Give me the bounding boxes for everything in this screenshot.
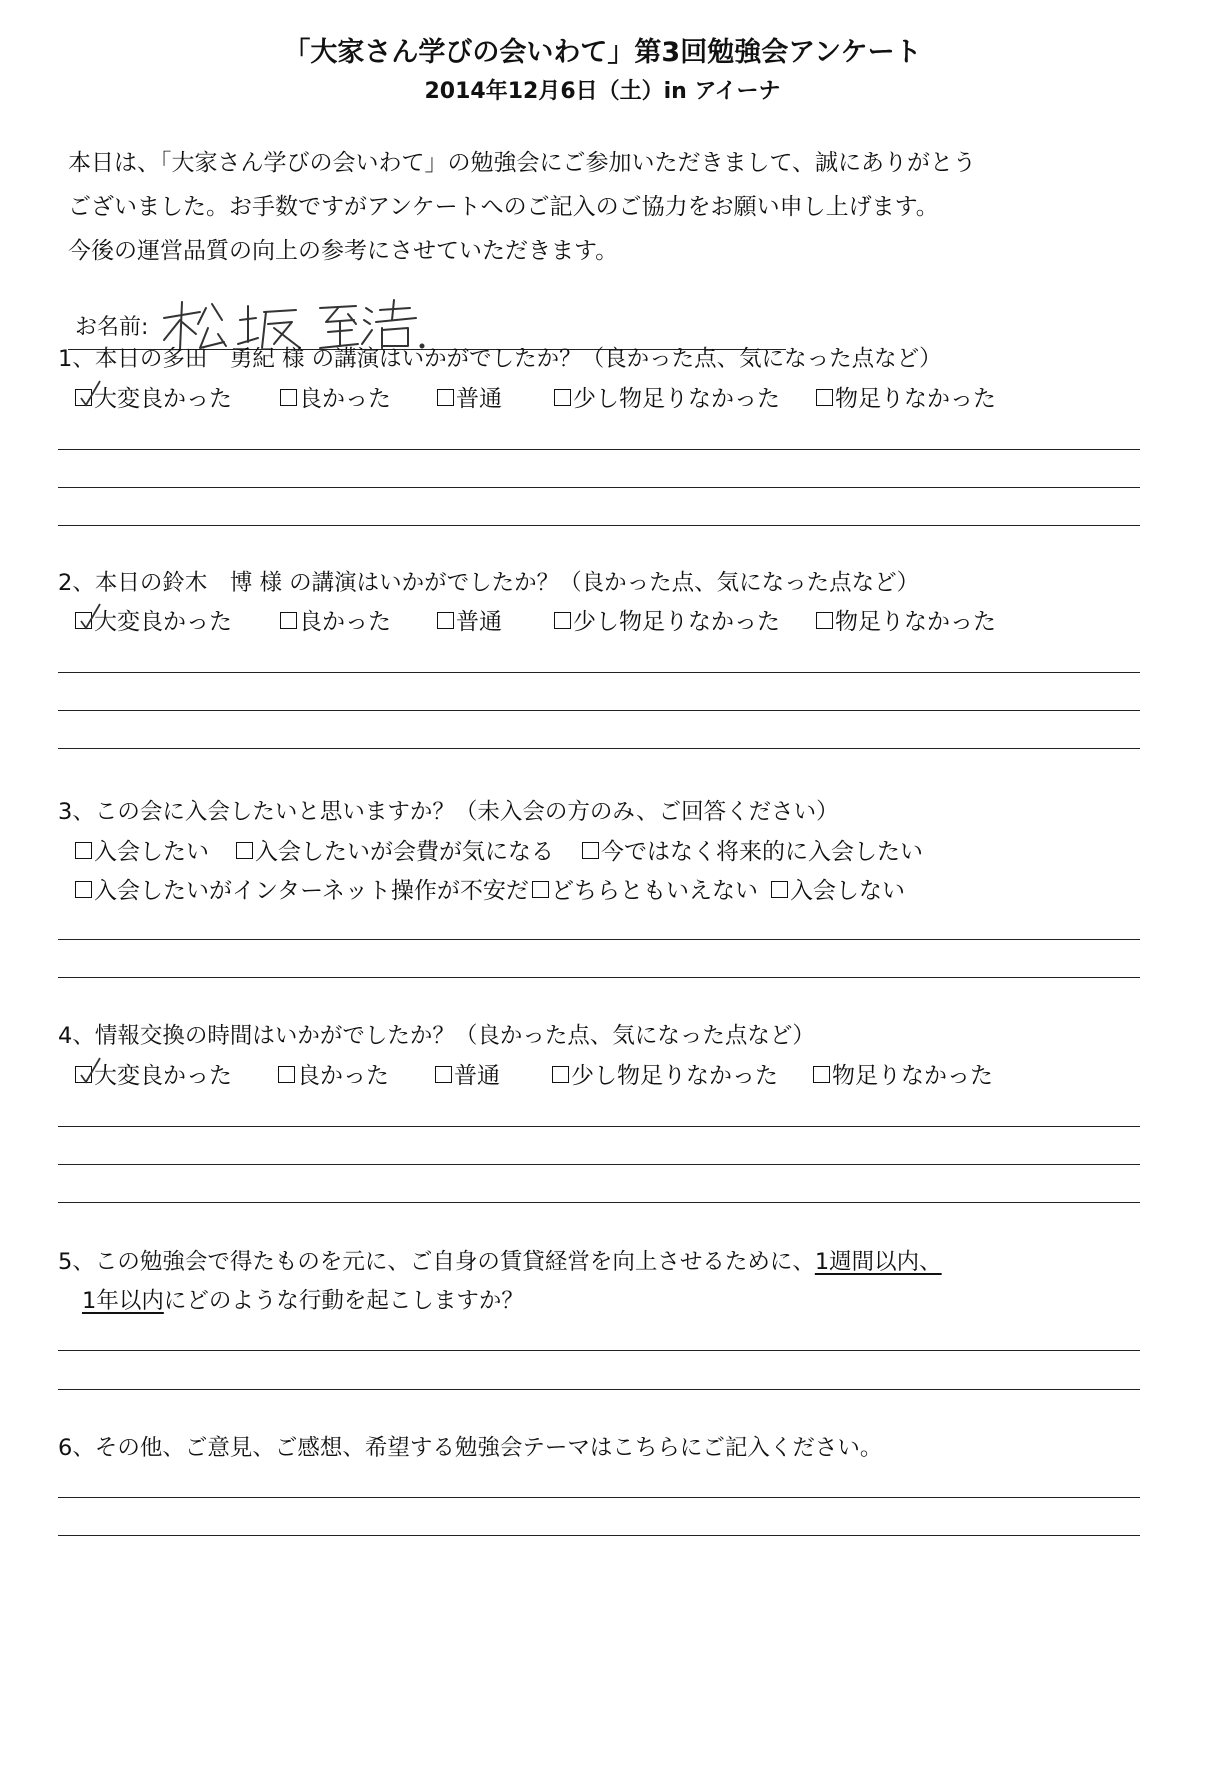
q5-underlined-term: 1週間以内、 — [814, 1249, 942, 1275]
question-3-text: 3、この会に入会したいと思いますか？（未入会の方のみ、ご回答ください） — [58, 799, 839, 825]
checkbox-checked[interactable] — [75, 612, 92, 629]
q3-option-join-fee-concern[interactable] — [236, 833, 554, 866]
checkmark-icon — [78, 1056, 104, 1086]
option-label: 普通 — [454, 1063, 500, 1089]
checkbox[interactable] — [582, 842, 599, 859]
q4-option-lacking[interactable] — [813, 1057, 993, 1090]
checkbox[interactable] — [280, 612, 297, 629]
checkbox[interactable] — [554, 389, 571, 406]
answer-line[interactable] — [58, 449, 1140, 450]
q5-underlined-term: 1年以内 — [82, 1288, 164, 1314]
checkbox[interactable] — [552, 1066, 569, 1083]
option-label: 少し物足りなかった — [573, 609, 780, 635]
intro-line: ございました。お手数ですがアンケートへのご記入のご協力をお願い申し上げます。 — [68, 194, 939, 220]
answer-line[interactable] — [58, 487, 1140, 488]
checkbox[interactable] — [75, 842, 92, 859]
q3-option-join-future[interactable] — [582, 833, 923, 866]
checkbox[interactable] — [437, 389, 454, 406]
option-label: 今ではなく将来的に入会したい — [601, 839, 923, 865]
checkbox-checked[interactable] — [75, 1066, 92, 1083]
intro-line: 今後の運営品質の向上の参考にさせていただきます。 — [68, 238, 619, 264]
answer-line[interactable] — [58, 977, 1140, 978]
q4-option-somewhat-lacking[interactable] — [552, 1057, 778, 1090]
option-label: 物足りなかった — [835, 609, 996, 635]
checkbox[interactable] — [816, 612, 833, 629]
option-label: 入会しない — [790, 878, 905, 904]
survey-title: 「大家さん学びの会いわて」第3回勉強会アンケート — [283, 37, 922, 68]
answer-line[interactable] — [58, 1497, 1140, 1498]
checkbox[interactable] — [532, 881, 549, 898]
checkbox[interactable] — [816, 389, 833, 406]
option-label: 良かった — [297, 1063, 389, 1089]
q5-text: 5、この勉強会で得たものを元に、ご自身の賃貸経営を向上させるために、 — [58, 1249, 815, 1275]
question-5-line-2 — [82, 1283, 524, 1315]
checkbox[interactable] — [278, 1066, 295, 1083]
answer-line[interactable] — [58, 1350, 1140, 1351]
checkmark-icon — [78, 379, 104, 409]
answer-line[interactable] — [58, 1202, 1140, 1203]
q3-option-internet-concern[interactable] — [75, 872, 529, 905]
name-label: お名前: — [75, 315, 149, 340]
q1-option-good[interactable] — [280, 380, 391, 413]
answer-line[interactable] — [58, 1535, 1140, 1536]
option-label: 少し物足りなかった — [571, 1063, 778, 1089]
q4-option-normal[interactable] — [435, 1057, 500, 1090]
option-label: 物足りなかった — [832, 1063, 993, 1089]
q3-option-undecided[interactable] — [532, 872, 758, 905]
q1-option-very-good[interactable] — [75, 380, 232, 413]
option-label: 良かった — [299, 386, 391, 412]
q3-option-no-join[interactable] — [771, 872, 905, 905]
checkbox[interactable] — [236, 842, 253, 859]
option-label: 入会したいがインターネット操作が不安だ — [94, 878, 529, 904]
checkbox[interactable] — [280, 389, 297, 406]
q2-option-good[interactable] — [280, 603, 391, 636]
question-1-text: 1、本日の多田 勇紀 様 の講演はいかがでしたか？（良かった点、気になった点など） — [58, 346, 942, 372]
q1-option-lacking[interactable] — [816, 380, 996, 413]
checkmark-icon — [78, 602, 104, 632]
q1-option-normal[interactable] — [437, 380, 502, 413]
answer-line[interactable] — [58, 1126, 1140, 1127]
checkbox[interactable] — [435, 1066, 452, 1083]
option-label: 大変良かった — [94, 386, 232, 412]
question-4-text: 4、情報交換の時間はいかがでしたか？（良かった点、気になった点など） — [58, 1023, 815, 1049]
intro-line: 本日は、「大家さん学びの会いわて」の勉強会にご参加いただきまして、誠にありがとう — [68, 150, 977, 176]
answer-line[interactable] — [58, 939, 1140, 940]
question-5-line-1 — [58, 1244, 942, 1276]
answer-line[interactable] — [58, 672, 1140, 673]
q3-option-join[interactable] — [75, 833, 209, 866]
question-2-text: 2、本日の鈴木 博 様 の講演はいかがでしたか？（良かった点、気になった点など） — [58, 570, 920, 596]
checkbox[interactable] — [813, 1066, 830, 1083]
checkbox[interactable] — [771, 881, 788, 898]
answer-line[interactable] — [58, 1389, 1140, 1390]
answer-line[interactable] — [58, 710, 1140, 711]
survey-date-venue: 2014年12月6日（土）in アイーナ — [424, 79, 781, 104]
option-label: 少し物足りなかった — [573, 386, 780, 412]
option-label: 良かった — [299, 609, 391, 635]
q2-option-normal[interactable] — [437, 603, 502, 636]
option-label: 入会したいが会費が気になる — [255, 839, 554, 865]
q2-option-somewhat-lacking[interactable] — [554, 603, 780, 636]
checkbox[interactable] — [554, 612, 571, 629]
option-label: 物足りなかった — [835, 386, 996, 412]
option-label: 大変良かった — [94, 1063, 232, 1089]
q5-text: にどのような行動を起こしますか？ — [163, 1288, 524, 1314]
q1-option-somewhat-lacking[interactable] — [554, 380, 780, 413]
intro-paragraph — [68, 141, 976, 273]
checkbox[interactable] — [437, 612, 454, 629]
option-label: 普通 — [456, 386, 502, 412]
option-label: 普通 — [456, 609, 502, 635]
option-label: 入会したい — [94, 839, 209, 865]
q4-option-very-good[interactable] — [75, 1057, 232, 1090]
checkbox[interactable] — [75, 881, 92, 898]
question-6-text: 6、その他、ご意見、ご感想、希望する勉強会テーマはこちらにご記入ください。 — [58, 1435, 883, 1461]
answer-line[interactable] — [58, 748, 1140, 749]
q2-option-lacking[interactable] — [816, 603, 996, 636]
answer-line[interactable] — [58, 1164, 1140, 1165]
option-label: 大変良かった — [94, 609, 232, 635]
option-label: どちらともいえない — [551, 878, 758, 904]
checkbox-checked[interactable] — [75, 389, 92, 406]
q2-option-very-good[interactable] — [75, 603, 232, 636]
q4-option-good[interactable] — [278, 1057, 389, 1090]
answer-line[interactable] — [58, 525, 1140, 526]
